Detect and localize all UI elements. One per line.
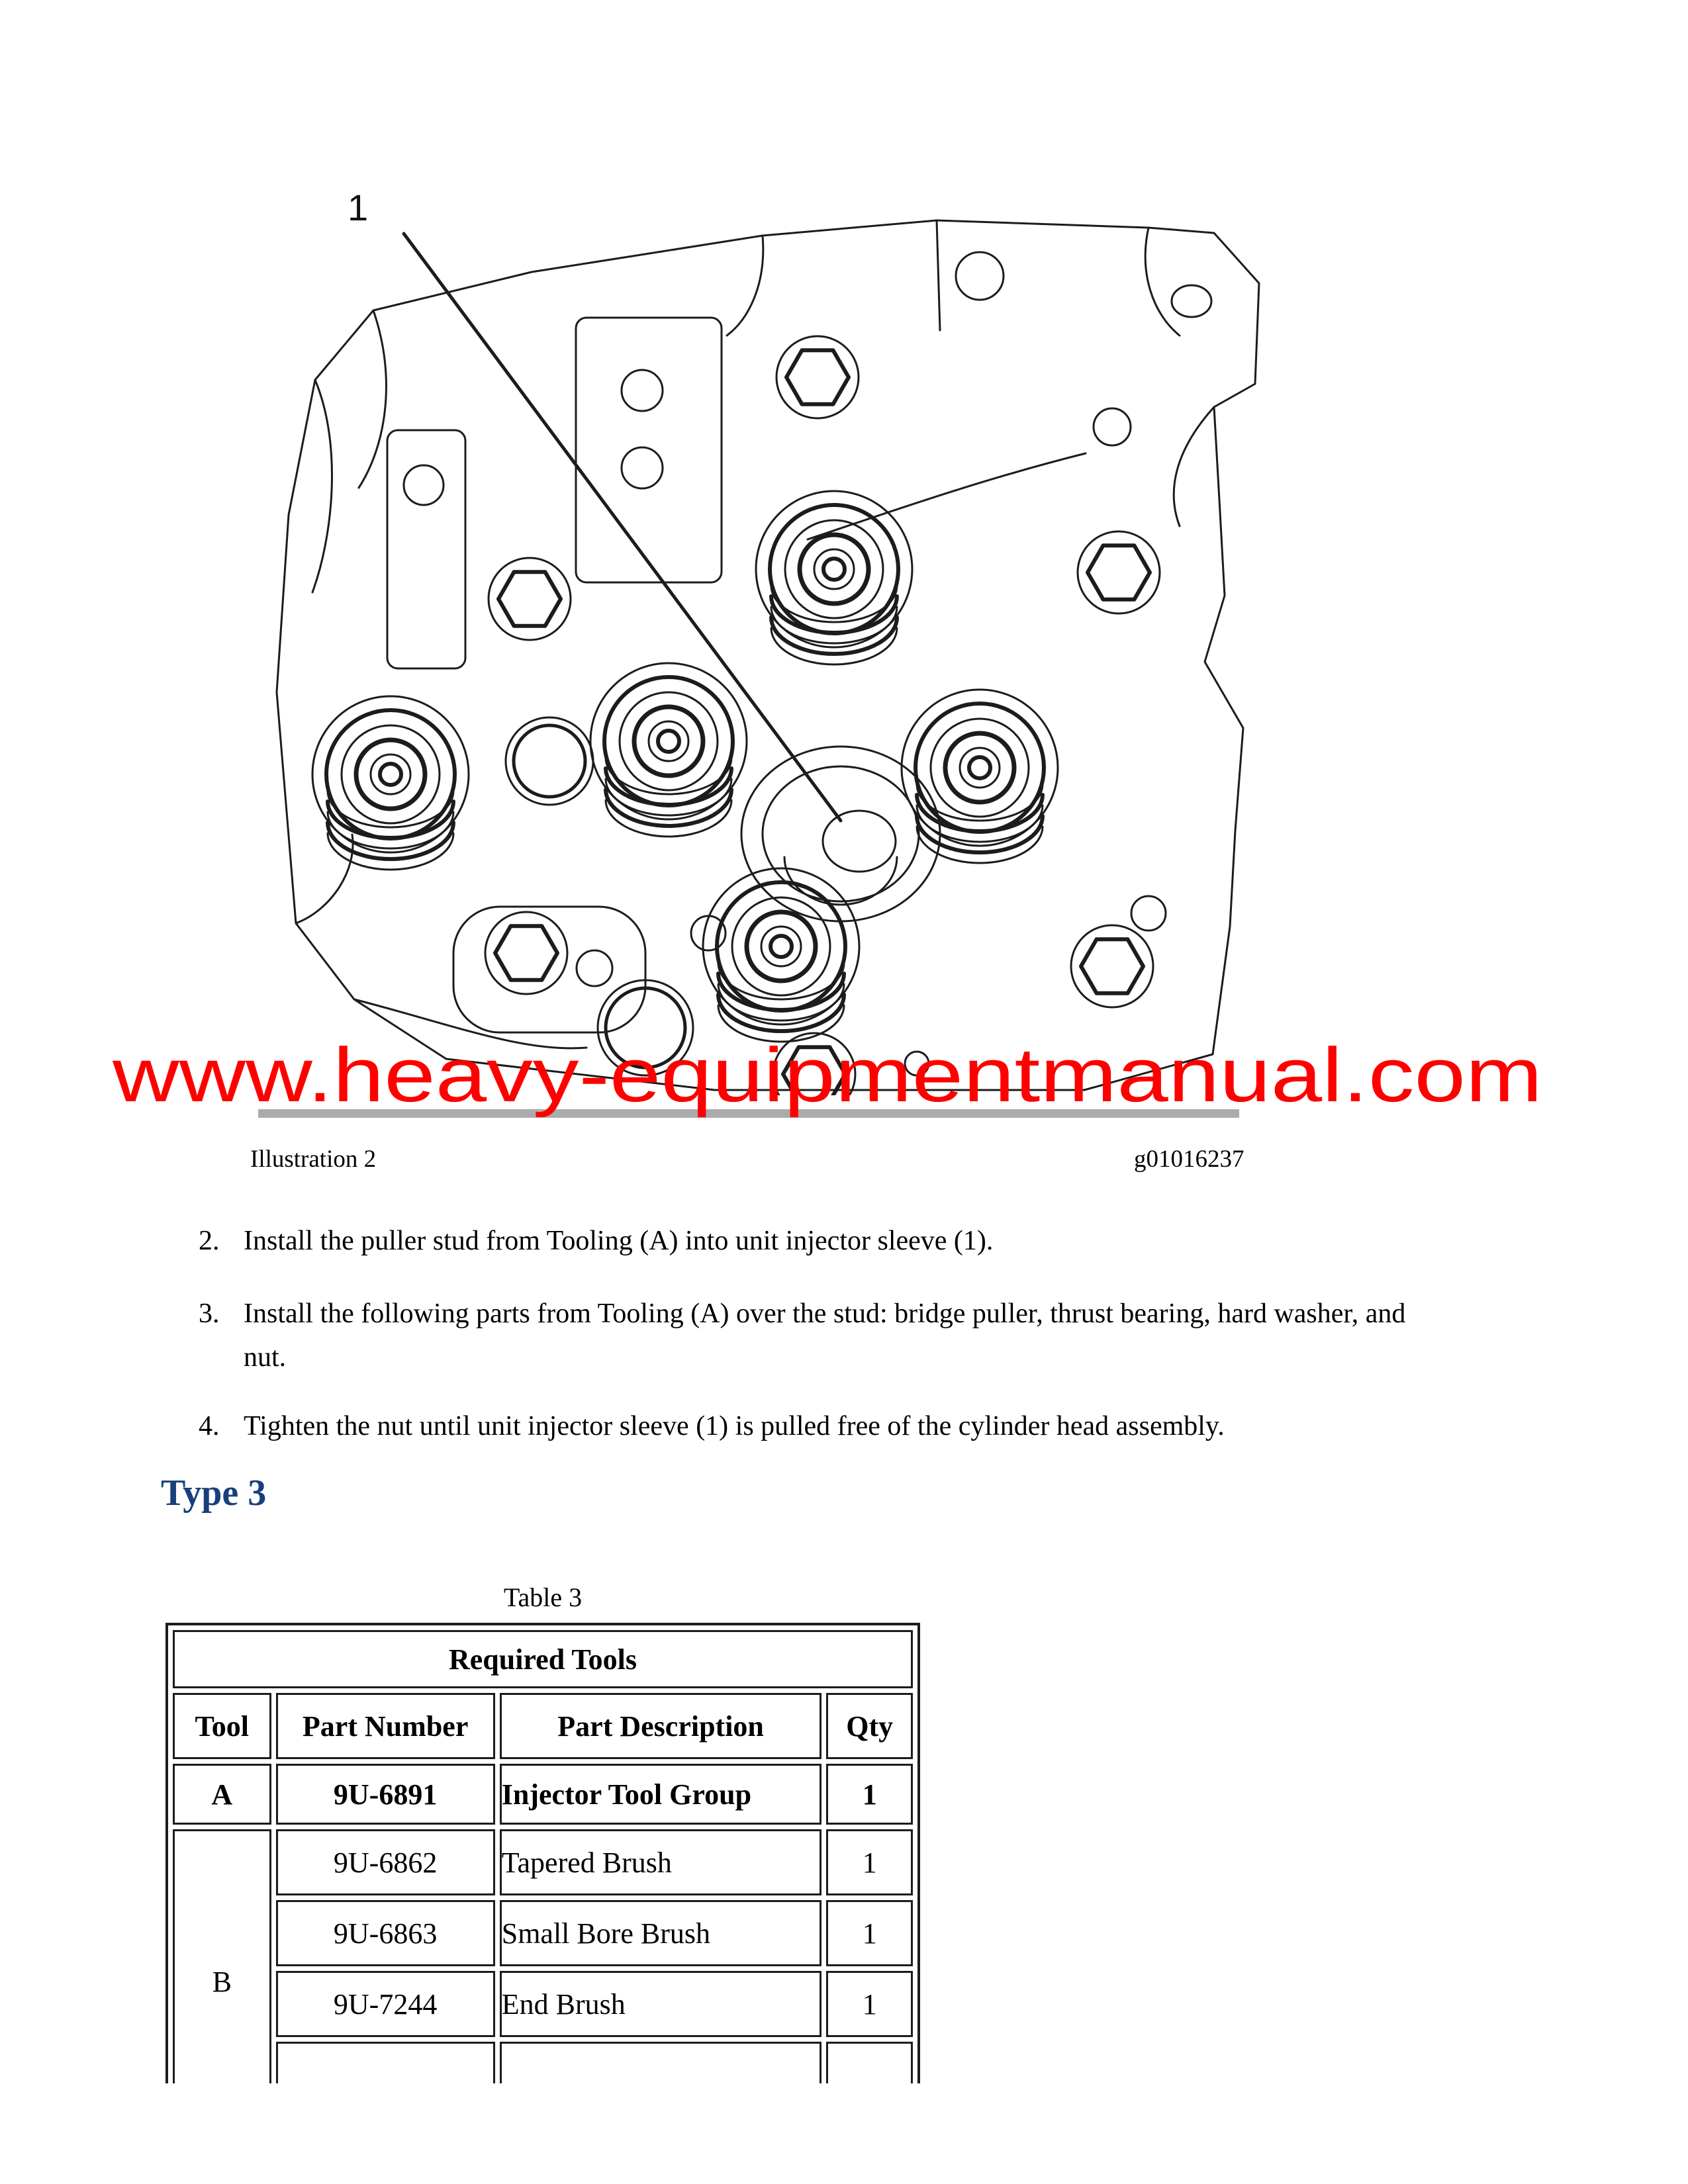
cell-part-description — [500, 2042, 822, 2083]
required-tools-table — [165, 1623, 920, 2083]
step-text: Tighten the nut until unit injector sleeve (1) is pulled free of the cylinder head assembly. — [244, 1411, 1225, 1441]
cell-qty: 1 — [826, 1900, 913, 1966]
watermark — [106, 1024, 1582, 1124]
cell-part-number: 9U-7244 — [276, 1971, 495, 2037]
watermark-text: www.heavy-equipmentmanual.com — [111, 1032, 1542, 1118]
cell-qty — [826, 2042, 913, 2083]
hex-bolt — [1078, 531, 1160, 614]
illustration-graphic-id: g01016237 — [1134, 1146, 1244, 1173]
injector-sleeve — [756, 491, 912, 664]
cell-qty: 1 — [826, 1829, 913, 1895]
table-row — [173, 1829, 913, 1895]
cell-part-number: 9U-6862 — [276, 1829, 495, 1895]
cylinder-head-illustration — [119, 169, 1264, 1095]
section-heading: Type 3 — [161, 1473, 267, 1514]
cell-part-description: Injector Tool Group — [500, 1764, 822, 1825]
illustration-caption: Illustration 2 — [250, 1146, 377, 1173]
table-row-partial — [173, 2042, 913, 2083]
step-number: 4. — [199, 1411, 220, 1441]
table-title: Required Tools — [173, 1630, 913, 1688]
injector-sleeve — [703, 868, 859, 1042]
step-text: Install the following parts from Tooling (A) over the stud: bridge puller, thrust bearing, hard washer, and nut. — [244, 1298, 1406, 1373]
col-header-part-description: Part Description — [500, 1693, 822, 1759]
cell-part-description: Small Bore Brush — [500, 1900, 822, 1966]
cell-qty: 1 — [826, 1764, 913, 1825]
cylinder-head-figure — [119, 169, 1264, 1095]
col-header-qty: Qty — [826, 1693, 913, 1759]
table-header-row — [173, 1693, 913, 1759]
injector-sleeve — [590, 663, 747, 837]
hex-bolt — [489, 558, 571, 640]
ring-bore — [506, 717, 593, 805]
table-row — [173, 1971, 913, 2037]
col-header-part-number: Part Number — [276, 1693, 495, 1759]
step-item — [199, 1404, 1443, 1448]
table-caption: Table 3 — [503, 1582, 583, 1612]
hex-bolt — [1071, 925, 1153, 1007]
cell-qty: 1 — [826, 1971, 913, 2037]
step-item — [199, 1292, 1443, 1379]
leader-line — [404, 234, 841, 821]
table-title-row — [173, 1630, 913, 1688]
injector-sleeve — [312, 696, 469, 870]
cell-part-number: 9U-6891 — [276, 1764, 495, 1825]
head-outline — [277, 220, 1259, 1090]
injector-sleeve — [902, 690, 1058, 863]
bracket-plate — [576, 318, 722, 582]
table-row — [173, 1900, 913, 1966]
cell-tool: B — [173, 1829, 271, 2083]
step-number: 3. — [199, 1298, 220, 1329]
col-header-tool: Tool — [173, 1693, 271, 1759]
cell-tool: A — [173, 1764, 271, 1825]
step-number: 2. — [199, 1226, 220, 1256]
cell-part-description: Tapered Brush — [500, 1829, 822, 1895]
step-item — [199, 1219, 1443, 1263]
cell-part-number: 9U-6863 — [276, 1900, 495, 1966]
figure-label: 1 — [348, 187, 369, 228]
cell-part-number — [276, 2042, 495, 2083]
hex-bolt — [485, 912, 567, 994]
cell-part-description: End Brush — [500, 1971, 822, 2037]
step-text: Install the puller stud from Tooling (A) into unit injector sleeve (1). — [244, 1226, 994, 1256]
table-row — [173, 1764, 913, 1825]
hex-bolt — [776, 336, 859, 418]
